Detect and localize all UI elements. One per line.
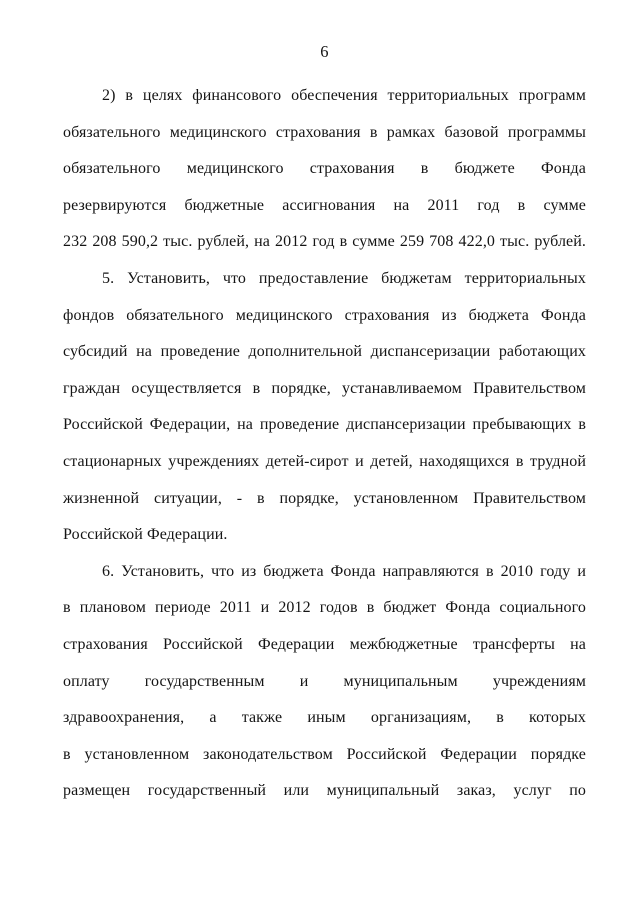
text-line: Российской Федерации. <box>63 526 228 544</box>
text-line: жизненной ситуации, - в порядке, установленном Правительством <box>63 489 586 507</box>
text-line: субсидий на проведение дополнительной диспансеризации работающих <box>63 343 586 361</box>
text-line: обязательного медицинского страхования в рамках базовой программы <box>63 123 586 141</box>
text-line: стационарных учреждениях детей-сирот и детей, находящихся в трудной <box>63 452 586 470</box>
document-body <box>63 78 586 810</box>
text-line: в плановом периоде 2011 и 2012 годов в бюджет Фонда социального <box>63 599 586 617</box>
text-line: 2) в целях финансового обеспечения территориальных программ <box>102 87 586 104</box>
text-line: фондов обязательного медицинского страхования из бюджета Фонда <box>63 306 586 324</box>
text-line: граждан осуществляется в порядке, устанавливаемом Правительством <box>63 379 586 397</box>
text-line: 6. Установить, что из бюджета Фонда направляются в 2010 году и <box>102 562 586 580</box>
text-line: Российской Федерации, на проведение диспансеризации пребывающих в <box>63 416 586 434</box>
text-line: здравоохранения, а также иным организациям, в которых <box>63 709 586 727</box>
text-line: резервируются бюджетные ассигнования на 2011 год в сумме <box>63 196 586 214</box>
text-line: оплату государственным и муниципальным учреждениям <box>63 672 586 690</box>
text-line: 232 208 590,2 тыс. рублей, на 2012 год в сумме 259 708 422,0 тыс. рублей. <box>63 233 586 251</box>
text-line: в установленном законодательством Российской Федерации порядке <box>63 745 586 763</box>
text-line: страхования Российской Федерации межбюджетные трансферты на <box>63 635 586 653</box>
text-line: размещен государственный или муниципальный заказ, услуг по <box>63 782 586 800</box>
page-number: 6 <box>320 42 329 61</box>
text-line: 5. Установить, что предоставление бюджетам территориальных <box>102 269 586 287</box>
text-line: обязательного медицинского страхования в бюджете Фонда <box>63 160 586 178</box>
